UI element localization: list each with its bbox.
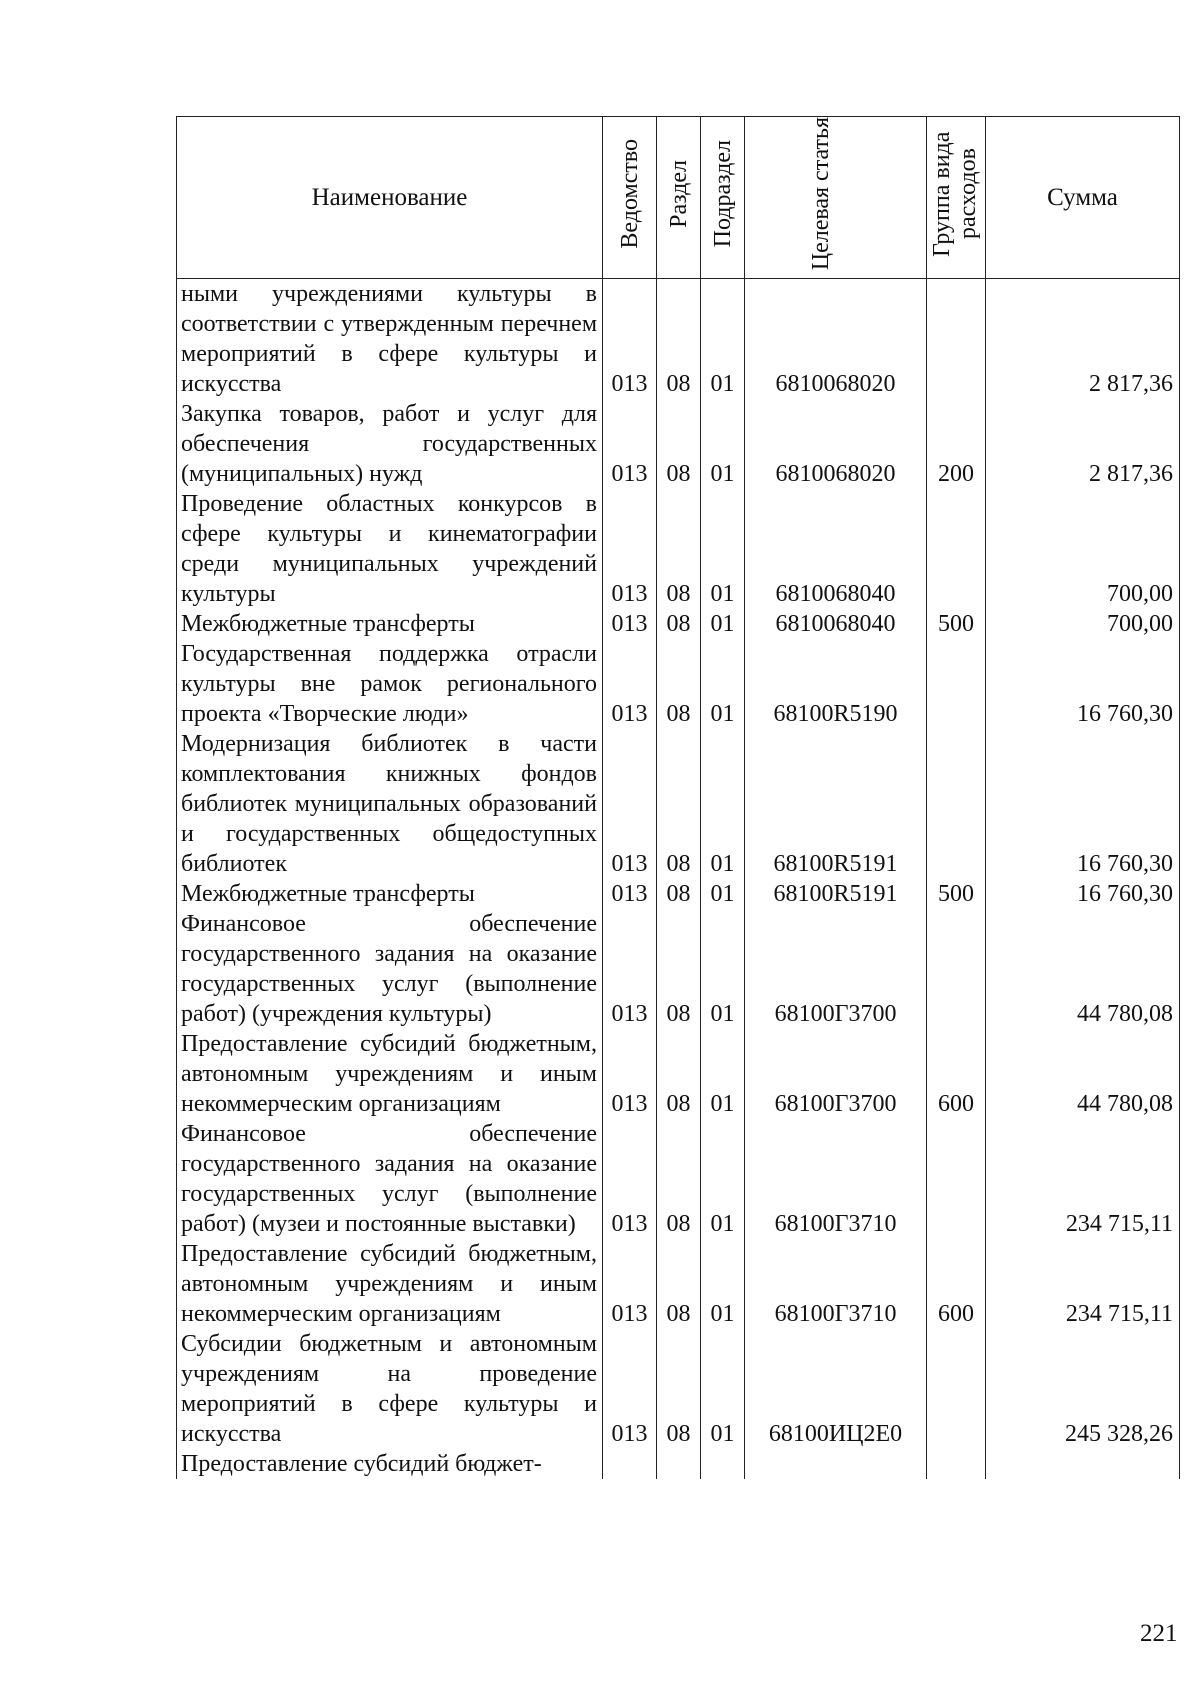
- row-summa: [986, 1449, 1180, 1479]
- row-name: Межбюджетные трансферты: [177, 879, 603, 909]
- row-celevaya-statya: 6810068020: [745, 279, 927, 400]
- row-celevaya-statya: 68100Г3710: [745, 1119, 927, 1239]
- row-razdel: 08: [657, 609, 701, 639]
- table-row: [177, 1119, 1180, 1239]
- row-summa: 700,00: [986, 609, 1180, 639]
- table-row: [177, 879, 1180, 909]
- table-row: [177, 909, 1180, 1029]
- table-row: [177, 279, 1180, 400]
- row-name: Модернизация библиотек в части комплектования книжных фондов библиотек муниципальных образований и государственных общедоступных библиотек: [177, 729, 603, 879]
- header-vedomstvo-label: Ведомство: [616, 138, 643, 249]
- row-summa: 16 760,30: [986, 639, 1180, 729]
- row-vedomstvo: 013: [603, 909, 657, 1029]
- row-name: Предоставление субсидий бюджетным, автономным учреждениям и иным некоммерческим организациям: [177, 1239, 603, 1329]
- row-vedomstvo: 013: [603, 1239, 657, 1329]
- row-summa: 16 760,30: [986, 729, 1180, 879]
- row-celevaya-statya: 6810068040: [745, 489, 927, 609]
- row-razdel: 08: [657, 729, 701, 879]
- table-row: [177, 1239, 1180, 1329]
- row-razdel: 08: [657, 909, 701, 1029]
- row-razdel: [657, 1449, 701, 1479]
- row-vedomstvo: 013: [603, 639, 657, 729]
- table-row: [177, 1449, 1180, 1479]
- row-vedomstvo: 013: [603, 489, 657, 609]
- header-razdel: [657, 117, 701, 279]
- row-celevaya-statya: 68100Г3700: [745, 909, 927, 1029]
- row-podrazdel: 01: [701, 279, 745, 400]
- row-gruppa: 500: [927, 609, 986, 639]
- row-podrazdel: 01: [701, 609, 745, 639]
- table-body: [177, 279, 1180, 1480]
- row-vedomstvo: 013: [603, 399, 657, 489]
- row-name: Государственная поддержка отрасли культуры вне рамок регионального проекта «Творческие люди»: [177, 639, 603, 729]
- row-vedomstvo: [603, 1449, 657, 1479]
- row-name: ными учреждениями культуры в соответствии с утвержденным перечнем мероприятий в сфере культуры и искусства: [177, 279, 603, 400]
- row-name: Межбюджетные трансферты: [177, 609, 603, 639]
- table-row: [177, 489, 1180, 609]
- row-celevaya-statya: 6810068040: [745, 609, 927, 639]
- row-gruppa: [927, 1119, 986, 1239]
- header-celevaya-statya: [745, 117, 927, 279]
- row-name: Субсидии бюджетным и автономным учреждениям на проведение мероприятий в сфере культуры и искусства: [177, 1329, 603, 1449]
- row-razdel: 08: [657, 489, 701, 609]
- row-gruppa: [927, 639, 986, 729]
- row-podrazdel: 01: [701, 1029, 745, 1119]
- row-summa: 2 817,36: [986, 279, 1180, 400]
- row-podrazdel: 01: [701, 489, 745, 609]
- row-podrazdel: 01: [701, 1239, 745, 1329]
- row-vedomstvo: 013: [603, 609, 657, 639]
- row-podrazdel: 01: [701, 879, 745, 909]
- row-name: Предоставление субсидий бюджетным, автономным учреждениям и иным некоммерческим организациям: [177, 1029, 603, 1119]
- row-name: Предоставление субсидий бюджет-: [177, 1449, 603, 1479]
- header-vedomstvo: [603, 117, 657, 279]
- row-summa: 44 780,08: [986, 1029, 1180, 1119]
- table-row: [177, 639, 1180, 729]
- row-celevaya-statya: 68100R5191: [745, 729, 927, 879]
- budget-table: [176, 116, 1180, 1479]
- table-row: [177, 399, 1180, 489]
- row-summa: 234 715,11: [986, 1239, 1180, 1329]
- row-celevaya-statya: 68100Г3700: [745, 1029, 927, 1119]
- row-name: Проведение областных конкурсов в сфере культуры и кинематографии среди муниципальных учреждений культуры: [177, 489, 603, 609]
- row-summa: 234 715,11: [986, 1119, 1180, 1239]
- row-podrazdel: 01: [701, 639, 745, 729]
- row-celevaya-statya: 68100ИЦ2Е0: [745, 1329, 927, 1449]
- row-summa: 245 328,26: [986, 1329, 1180, 1449]
- header-razdel-label: Раздел: [665, 159, 692, 228]
- row-vedomstvo: 013: [603, 729, 657, 879]
- row-vedomstvo: 013: [603, 1029, 657, 1119]
- row-celevaya-statya: [745, 1449, 927, 1479]
- row-celevaya-statya: 68100R5190: [745, 639, 927, 729]
- row-summa: 2 817,36: [986, 399, 1180, 489]
- row-name: Закупка товаров, работ и услуг для обеспечения государственных (муниципальных) нужд: [177, 399, 603, 489]
- row-gruppa: [927, 279, 986, 400]
- table-row: [177, 1029, 1180, 1119]
- row-vedomstvo: 013: [603, 879, 657, 909]
- table-row: [177, 729, 1180, 879]
- table-row: [177, 609, 1180, 639]
- row-gruppa: 600: [927, 1239, 986, 1329]
- row-razdel: 08: [657, 639, 701, 729]
- row-celevaya-statya: 68100R5191: [745, 879, 927, 909]
- row-celevaya-statya: 6810068020: [745, 399, 927, 489]
- row-summa: 44 780,08: [986, 909, 1180, 1029]
- header-name: Наименование: [177, 117, 603, 279]
- row-gruppa: [927, 909, 986, 1029]
- row-gruppa: [927, 729, 986, 879]
- header-summa: Сумма: [986, 117, 1180, 279]
- row-gruppa: 600: [927, 1029, 986, 1119]
- header-celevaya-label: Целевая статья: [807, 117, 834, 271]
- page-number: 221: [1140, 1620, 1178, 1647]
- row-vedomstvo: 013: [603, 1329, 657, 1449]
- row-podrazdel: 01: [701, 399, 745, 489]
- row-gruppa: [927, 1329, 986, 1449]
- header-podrazdel: [701, 117, 745, 279]
- row-podrazdel: 01: [701, 1119, 745, 1239]
- row-razdel: 08: [657, 1239, 701, 1329]
- row-name: Финансовое обеспечение государственного задания на оказание государственных услуг (выполнение работ) (учреждения культуры): [177, 909, 603, 1029]
- table-header-row: [177, 117, 1180, 279]
- row-podrazdel: [701, 1449, 745, 1479]
- row-name: Финансовое обеспечение государственного задания на оказание государственных услуг (выполнение работ) (музеи и постоянные выставки): [177, 1119, 603, 1239]
- row-vedomstvo: 013: [603, 279, 657, 400]
- row-vedomstvo: 013: [603, 1119, 657, 1239]
- row-razdel: 08: [657, 879, 701, 909]
- row-summa: 16 760,30: [986, 879, 1180, 909]
- row-razdel: 08: [657, 1119, 701, 1239]
- row-razdel: 08: [657, 1029, 701, 1119]
- table-row: [177, 1329, 1180, 1449]
- row-gruppa: [927, 489, 986, 609]
- row-gruppa: [927, 1449, 986, 1479]
- row-razdel: 08: [657, 279, 701, 400]
- row-razdel: 08: [657, 1329, 701, 1449]
- header-gruppa-label: Группа вида расходов: [929, 130, 981, 257]
- row-celevaya-statya: 68100Г3710: [745, 1239, 927, 1329]
- row-razdel: 08: [657, 399, 701, 489]
- row-podrazdel: 01: [701, 729, 745, 879]
- row-summa: 700,00: [986, 489, 1180, 609]
- row-gruppa: 200: [927, 399, 986, 489]
- row-podrazdel: 01: [701, 909, 745, 1029]
- row-podrazdel: 01: [701, 1329, 745, 1449]
- row-gruppa: 500: [927, 879, 986, 909]
- header-gruppa: [927, 117, 986, 279]
- header-podrazdel-label: Подраздел: [709, 139, 736, 248]
